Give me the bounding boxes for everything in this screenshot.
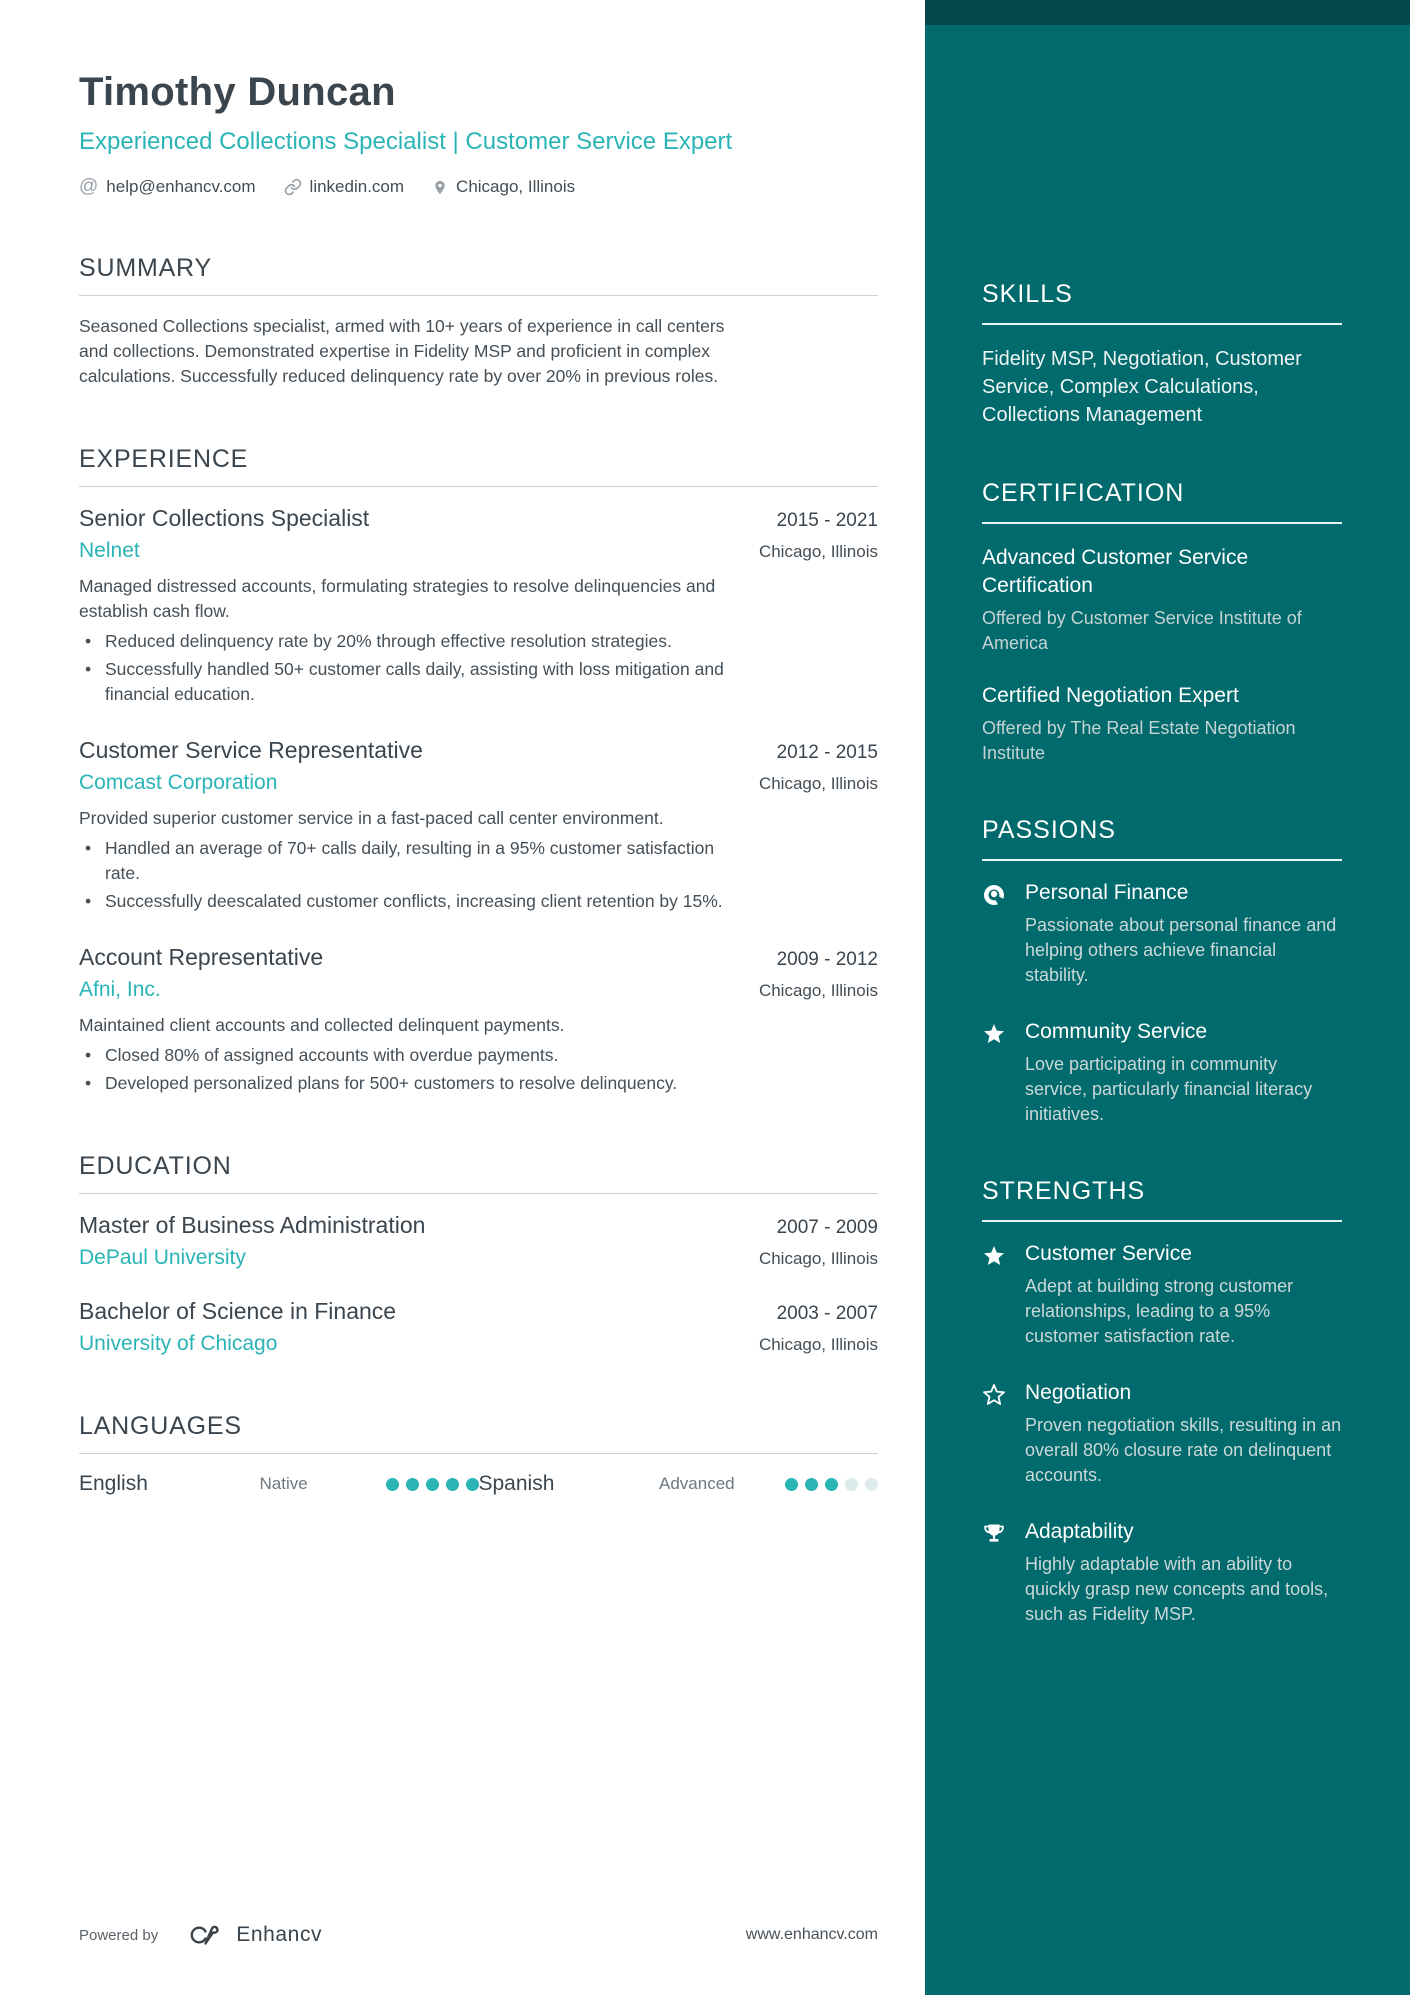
strength-entry: [982, 1381, 1342, 1488]
contact-location: [432, 177, 575, 197]
powered-by-label: Powered by: [79, 1926, 159, 1944]
education-school: DePaul University: [79, 1246, 246, 1269]
certification-entry: [982, 682, 1342, 766]
education-school: University of Chicago: [79, 1332, 278, 1355]
language-item: [479, 1472, 879, 1496]
summary-text: Seasoned Collections specialist, armed with 10+ years of experience in call centers and collections. Demonstrated expertise in Fidelity MSP and proficient in complex calculations. Successfully reduced delinquency rate by over 20% in previous roles.: [79, 316, 725, 386]
strength-text: Highly adaptable with an ability to quickly grasp new concepts and tools, such as Fidelity MSP.: [1025, 1554, 1329, 1624]
language-level: Native: [259, 1474, 308, 1493]
job-bullet: • Developed personalized plans for 500+ customers to resolve delinquency.: [79, 1071, 739, 1096]
certification-issuer: Offered by The Real Estate Negotiation Institute: [982, 718, 1296, 763]
certification-heading: CERTIFICATION: [982, 479, 1185, 507]
passion-entry: [982, 881, 1342, 988]
job-company: Afni, Inc.: [79, 978, 161, 1001]
job-bullet: • Reduced delinquency rate by 20% through effective resolution strategies.: [79, 629, 739, 654]
strengths-section: [982, 1177, 1342, 1627]
passion-text: Passionate about personal finance and helping others achieve financial stability.: [1025, 915, 1337, 985]
job-entry: [79, 944, 878, 1096]
star-filled-icon: [982, 1020, 1008, 1127]
job-location: Chicago, Illinois: [758, 981, 878, 1000]
job-bullets: [79, 1043, 739, 1096]
education-location: Chicago, Illinois: [758, 1335, 878, 1354]
strength-entry: [982, 1242, 1342, 1349]
section-divider: [79, 1453, 878, 1454]
strength-title: Negotiation: [1025, 1381, 1132, 1404]
brand-wordmark: Enhancv: [236, 1923, 323, 1946]
skills-text: Fidelity MSP, Negotiation, Customer Service, Complex Calculations, Collections Management: [982, 348, 1302, 426]
star-filled-icon: [982, 1242, 1008, 1349]
contact-row: [79, 176, 878, 198]
contact-linkedin[interactable]: [284, 177, 405, 197]
enhancv-logo: [188, 1922, 322, 1948]
job-entry: [79, 505, 878, 707]
job-bullet: • Closed 80% of assigned accounts with overdue payments.: [79, 1043, 739, 1068]
sidebar-divider: [982, 323, 1342, 325]
job-location: Chicago, Illinois: [758, 774, 878, 793]
contact-linkedin-text: linkedin.com: [309, 177, 405, 196]
language-level-dots: [386, 1478, 479, 1491]
sidebar-divider: [982, 522, 1342, 524]
job-company: Comcast Corporation: [79, 771, 278, 794]
job-dates: 2009 - 2012: [776, 949, 878, 970]
passions-heading: PASSIONS: [982, 816, 1116, 844]
strength-title: Adaptability: [1025, 1520, 1134, 1543]
contact-email[interactable]: [79, 176, 256, 198]
job-bullets: [79, 629, 739, 707]
language-name: English: [79, 1472, 148, 1495]
job-bullet: • Successfully handled 50+ customer calls daily, assisting with loss mitigation and financial education.: [79, 657, 739, 707]
link-icon: [284, 178, 302, 196]
trophy-icon: [982, 1520, 1008, 1627]
certification-entry: [982, 544, 1342, 656]
education-degree: Master of Business Administration: [79, 1212, 426, 1238]
footer: [79, 1922, 878, 1948]
at-icon: @: [79, 176, 99, 197]
language-name: Spanish: [478, 1472, 555, 1495]
education-degree: Bachelor of Science in Finance: [79, 1298, 397, 1324]
strength-title: Customer Service: [1025, 1242, 1192, 1265]
footer-website: www.enhancv.com: [745, 1926, 878, 1943]
strength-text: Adept at building strong customer relationships, leading to a 95% customer satisfaction rate.: [1025, 1276, 1294, 1346]
language-item: [79, 1472, 479, 1496]
resume-sidebar: [925, 0, 1410, 1995]
job-description: Provided superior customer service in a fast-paced call center environment.: [79, 808, 664, 828]
candidate-name: Timothy Duncan: [79, 70, 396, 114]
education-dates: 2003 - 2007: [776, 1303, 878, 1324]
job-location: Chicago, Illinois: [758, 542, 878, 561]
certification-title: Certified Negotiation Expert: [982, 684, 1239, 707]
education-entry: [79, 1298, 878, 1356]
certification-title: Advanced Customer Service Certification: [982, 546, 1249, 597]
job-bullet: • Handled an average of 70+ calls daily, resulting in a 95% customer satisfaction rate.: [79, 836, 739, 886]
job-description: Maintained client accounts and collected delinquent payments.: [79, 1015, 565, 1035]
skills-section: [982, 280, 1342, 429]
education-heading: EDUCATION: [79, 1152, 232, 1180]
sidebar-divider: [982, 1220, 1342, 1222]
languages-row: [79, 1472, 878, 1496]
education-dates: 2007 - 2009: [776, 1217, 878, 1238]
job-title: Senior Collections Specialist: [79, 505, 370, 531]
certification-issuer: Offered by Customer Service Institute of America: [982, 608, 1302, 653]
experience-heading: EXPERIENCE: [79, 445, 249, 473]
languages-heading: LANGUAGES: [79, 1412, 242, 1440]
passion-title: Community Service: [1025, 1020, 1208, 1043]
sidebar-top-band: [925, 0, 1410, 25]
contact-email-text: help@enhancv.com: [106, 177, 256, 196]
passion-title: Personal Finance: [1025, 881, 1189, 904]
summary-heading: SUMMARY: [79, 254, 212, 282]
contact-location-text: Chicago, Illinois: [456, 177, 576, 196]
section-divider: [79, 486, 878, 487]
strengths-heading: STRENGTHS: [982, 1177, 1146, 1205]
sidebar-divider: [982, 859, 1342, 861]
education-entry: [79, 1212, 878, 1270]
skills-heading: SKILLS: [982, 280, 1073, 308]
job-description: Managed distressed accounts, formulating strategies to resolve delinquencies and establish cash flow.: [79, 576, 716, 621]
certification-section: [982, 479, 1342, 766]
section-divider: [79, 295, 878, 296]
job-company: Nelnet: [79, 539, 140, 562]
strength-entry: [982, 1520, 1342, 1627]
passions-section: [982, 816, 1342, 1127]
job-dates: 2012 - 2015: [776, 742, 878, 763]
job-title: Account Representative: [79, 944, 324, 970]
strength-text: Proven negotiation skills, resulting in an overall 80% closure rate on delinquent accounts.: [1025, 1415, 1342, 1485]
passion-entry: [982, 1020, 1342, 1127]
job-bullet: • Successfully deescalated customer conflicts, increasing client retention by 15%.: [79, 889, 739, 914]
location-pin-icon: [432, 178, 448, 197]
candidate-headline: Experienced Collections Specialist | Customer Service Expert: [79, 128, 733, 155]
passion-text: Love participating in community service, particularly financial literacy initiatives.: [1025, 1054, 1313, 1124]
job-title: Customer Service Representative: [79, 737, 423, 763]
language-level-dots: [785, 1478, 878, 1491]
star-outline-icon: [982, 1381, 1008, 1488]
job-bullets: [79, 836, 739, 914]
head-icon: [982, 881, 1008, 988]
job-dates: 2015 - 2021: [776, 510, 878, 531]
language-level: Advanced: [659, 1474, 735, 1493]
section-divider: [79, 1193, 878, 1194]
education-location: Chicago, Illinois: [758, 1249, 878, 1268]
job-entry: [79, 737, 878, 914]
